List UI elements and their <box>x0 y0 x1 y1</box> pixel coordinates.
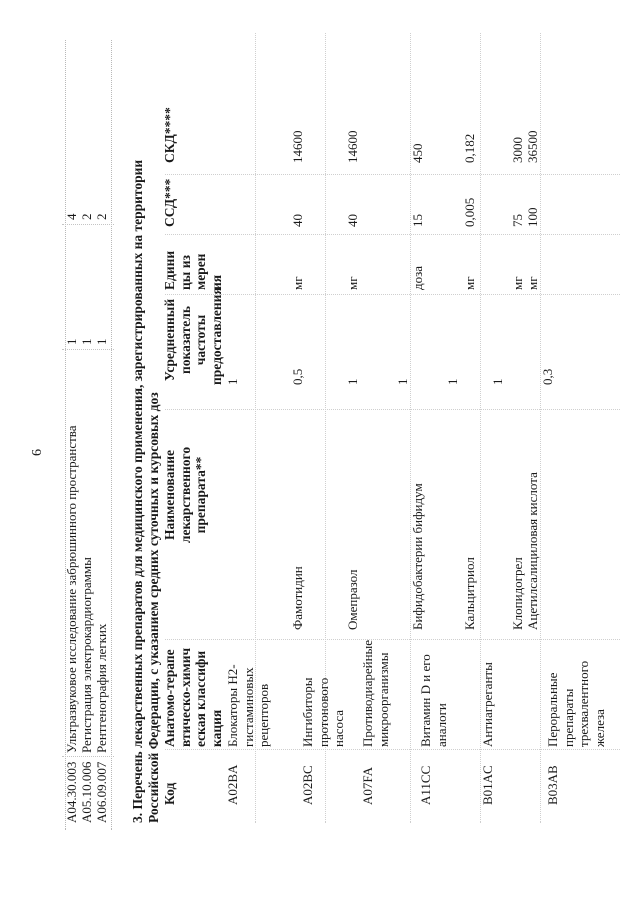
drug-name: Клопидогрел <box>510 557 525 630</box>
row-atc: Антиагреганты <box>480 662 495 747</box>
drug-ssd: 100 <box>525 207 540 227</box>
row-frequency: 0,3 <box>540 368 555 385</box>
service-frequency: 1 <box>64 338 79 345</box>
header-skd: СКД**** <box>162 107 177 163</box>
drug-unit: мг <box>290 276 305 290</box>
drug-skd: 14600 <box>290 130 305 163</box>
drug-ssd: 75 <box>510 214 525 227</box>
drug-name: Кальцитриол <box>462 557 477 630</box>
drug-unit: мг <box>345 276 360 290</box>
drug-ssd: 0,005 <box>462 197 477 227</box>
service-multiplicity: 2 <box>94 213 109 220</box>
drug-ssd: 40 <box>290 214 305 227</box>
header-frequency: Усредненный показатель частоты предоставления <box>162 287 224 385</box>
row-frequency: 1 <box>445 378 460 385</box>
row-code: B03AB <box>545 765 560 805</box>
service-code: A06.09.007 <box>94 761 109 823</box>
row-atc: Блокаторы H2-гистаминовых рецепторов <box>225 664 271 747</box>
service-name: Ультразвуковое исследование забрюшинного пространства <box>64 425 79 753</box>
service-frequency: 1 <box>94 338 109 345</box>
drug-skd: 3000 <box>510 137 525 163</box>
drug-unit: мг <box>525 276 540 290</box>
drug-name: Омепразол <box>345 569 360 630</box>
row-code: A07FA <box>360 766 375 805</box>
drug-ssd: 15 <box>410 214 425 227</box>
service-name: Регистрация электрокардиограммы <box>79 557 94 753</box>
drug-name: Фамотидин <box>290 566 305 630</box>
row-frequency: 1 <box>395 378 410 385</box>
service-code: A04.30.003 <box>64 761 79 823</box>
service-name: Рентгенография легких <box>94 623 109 753</box>
section-title: 3. Перечень лекарственных препаратов для медицинского применения, зарегистрированных на территории <box>130 159 145 823</box>
service-multiplicity: 2 <box>79 213 94 220</box>
drug-skd: 36500 <box>525 130 540 163</box>
header-ssd: ССД*** <box>162 178 177 227</box>
row-atc: Пероральные препараты трехвалентного железа <box>545 660 607 747</box>
drug-frequency: 0,5 <box>290 368 305 385</box>
row-frequency: 1 <box>225 378 240 385</box>
drug-unit: мг <box>510 276 525 290</box>
header-code: Код <box>162 782 177 805</box>
drug-skd: 450 <box>410 143 425 163</box>
drug-skd: 0,182 <box>462 133 477 163</box>
service-frequency: 1 <box>79 338 94 345</box>
row-frequency: 1 <box>490 378 505 385</box>
service-multiplicity: 4 <box>64 213 79 220</box>
page-number: 6 <box>30 449 45 456</box>
row-code: B01AC <box>480 765 495 805</box>
drug-ssd: 40 <box>345 214 360 227</box>
header-unit: Единицы измерения <box>162 250 224 290</box>
row-atc: Витамин D и его аналоги <box>418 654 449 747</box>
drug-name: Ацетилсалициловая кислота <box>525 472 540 630</box>
row-code: A02BC <box>300 765 315 805</box>
row-code: A02BA <box>225 764 240 805</box>
drug-skd: 14600 <box>345 130 360 163</box>
drug-frequency: 1 <box>345 378 360 385</box>
row-atc: Противодиарейные микроорганизмы <box>360 639 391 747</box>
row-atc: Ингибиторы протонового насоса <box>300 677 346 747</box>
section-subtitle: Российской Федерации, с указанием средних суточных и курсовых доз <box>146 392 161 823</box>
row-code: A11CC <box>418 765 433 805</box>
drug-unit: доза <box>410 265 425 290</box>
header-atc: Анатомо-терапевтическо-химическая классификация <box>162 647 224 747</box>
drug-name: Бифидобактерии бифидум <box>410 483 425 630</box>
header-drug: Наименование лекарственного препарата** <box>162 446 208 544</box>
service-code: A05.10.006 <box>79 761 94 823</box>
drug-unit: мг <box>462 276 477 290</box>
